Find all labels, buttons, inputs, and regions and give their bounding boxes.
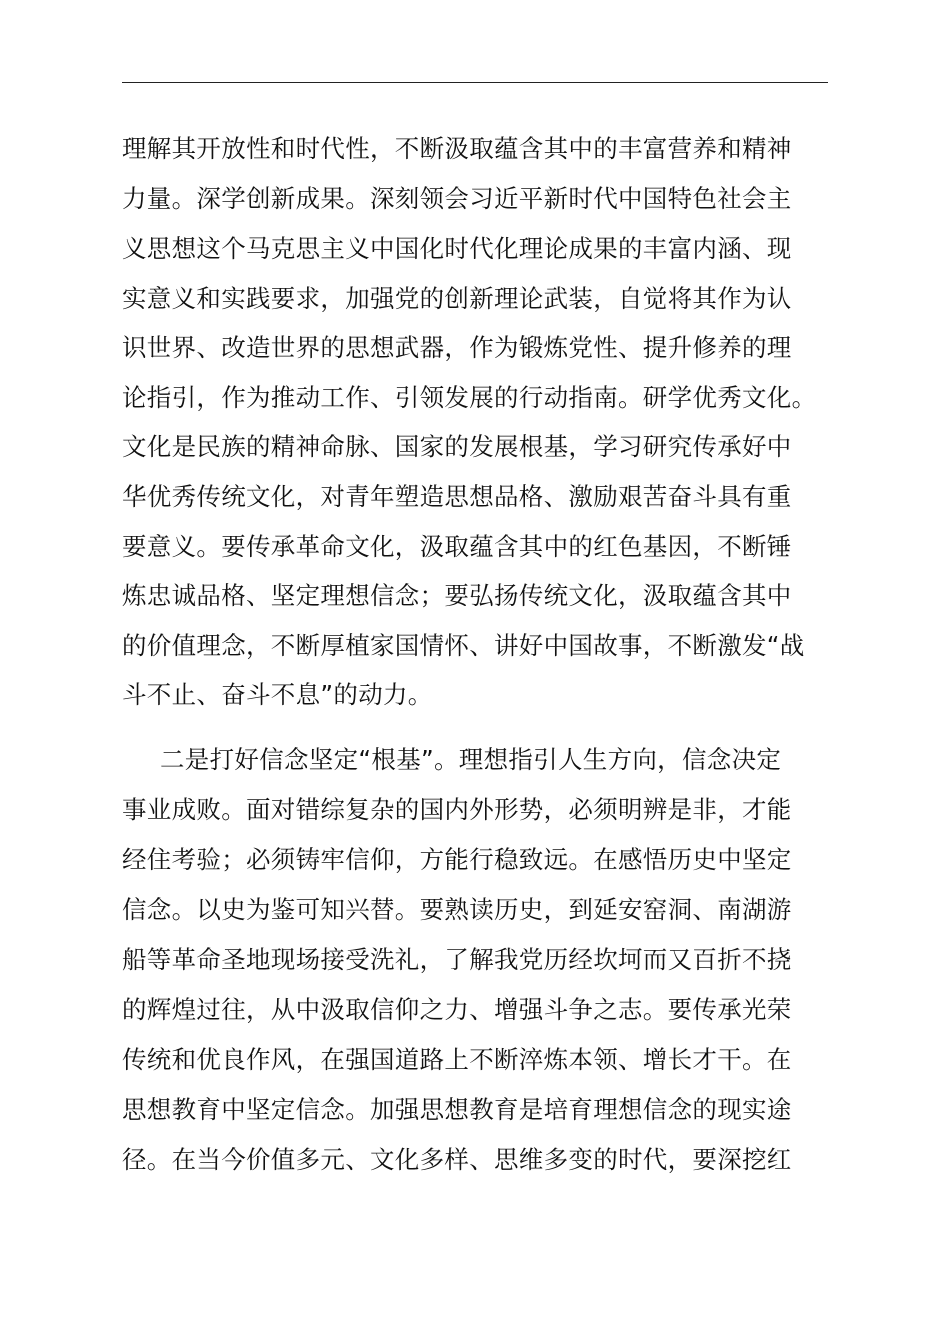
text-line: 理解其开放性和时代性，不断汲取蕴含其中的丰富营养和精神 (122, 134, 792, 163)
text-line: 实意义和实践要求，加强党的创新理论武装，自觉将其作为认 (122, 284, 792, 313)
text-line: 要意义。要传承革命文化，汲取蕴含其中的红色基因，不断锤 (122, 532, 792, 561)
text-line: 径。在当今价值多元、文化多样、思维多变的时代，要深挖红 (122, 1145, 792, 1174)
text-line: 的价值理念，不断厚植家国情怀、讲好中国故事，不断激发“战 (122, 631, 805, 660)
text-line: 思想教育中坚定信念。加强思想教育是培育理想信念的现实途 (122, 1095, 792, 1124)
text-line: 二是打好信念坚定“根基”。理想指引人生方向，信念决定 (160, 745, 782, 774)
text-line: 文化是民族的精神命脉、国家的发展根基，学习研究传承好中 (122, 432, 792, 461)
text-line: 炼忠诚品格、坚定理想信念；要弘扬传统文化，汲取蕴含其中 (122, 581, 792, 610)
text-line: 经住考验；必须铸牢信仰，方能行稳致远。在感悟历史中坚定 (122, 845, 792, 874)
text-line: 义思想这个马克思主义中国化时代化理论成果的丰富内涵、现 (122, 234, 792, 263)
text-line: 信念。以史为鉴可知兴替。要熟读历史，到延安窑洞、南湖游 (122, 895, 792, 924)
text-line: 力量。深学创新成果。深刻领会习近平新时代中国特色社会主 (122, 184, 792, 213)
text-line: 斗不止、奋斗不息”的动力。 (122, 680, 433, 709)
text-line: 船等革命圣地现场接受洗礼，了解我党历经坎坷而又百折不挠 (122, 945, 792, 974)
header-rule (122, 82, 828, 83)
text-line: 事业成败。面对错综复杂的国内外形势，必须明辨是非，才能 (122, 795, 792, 824)
text-line: 识世界、改造世界的思想武器，作为锻炼党性、提升修养的理 (122, 333, 792, 362)
text-line: 传统和优良作风，在强国道路上不断淬炼本领、增长才干。在 (122, 1045, 792, 1074)
text-line: 的辉煌过往，从中汲取信仰之力、增强斗争之志。要传承光荣 (122, 995, 792, 1024)
text-line: 论指引，作为推动工作、引领发展的行动指南。研学优秀文化。 (122, 383, 817, 412)
text-line: 华优秀传统文化，对青年塑造思想品格、激励艰苦奋斗具有重 (122, 482, 792, 511)
